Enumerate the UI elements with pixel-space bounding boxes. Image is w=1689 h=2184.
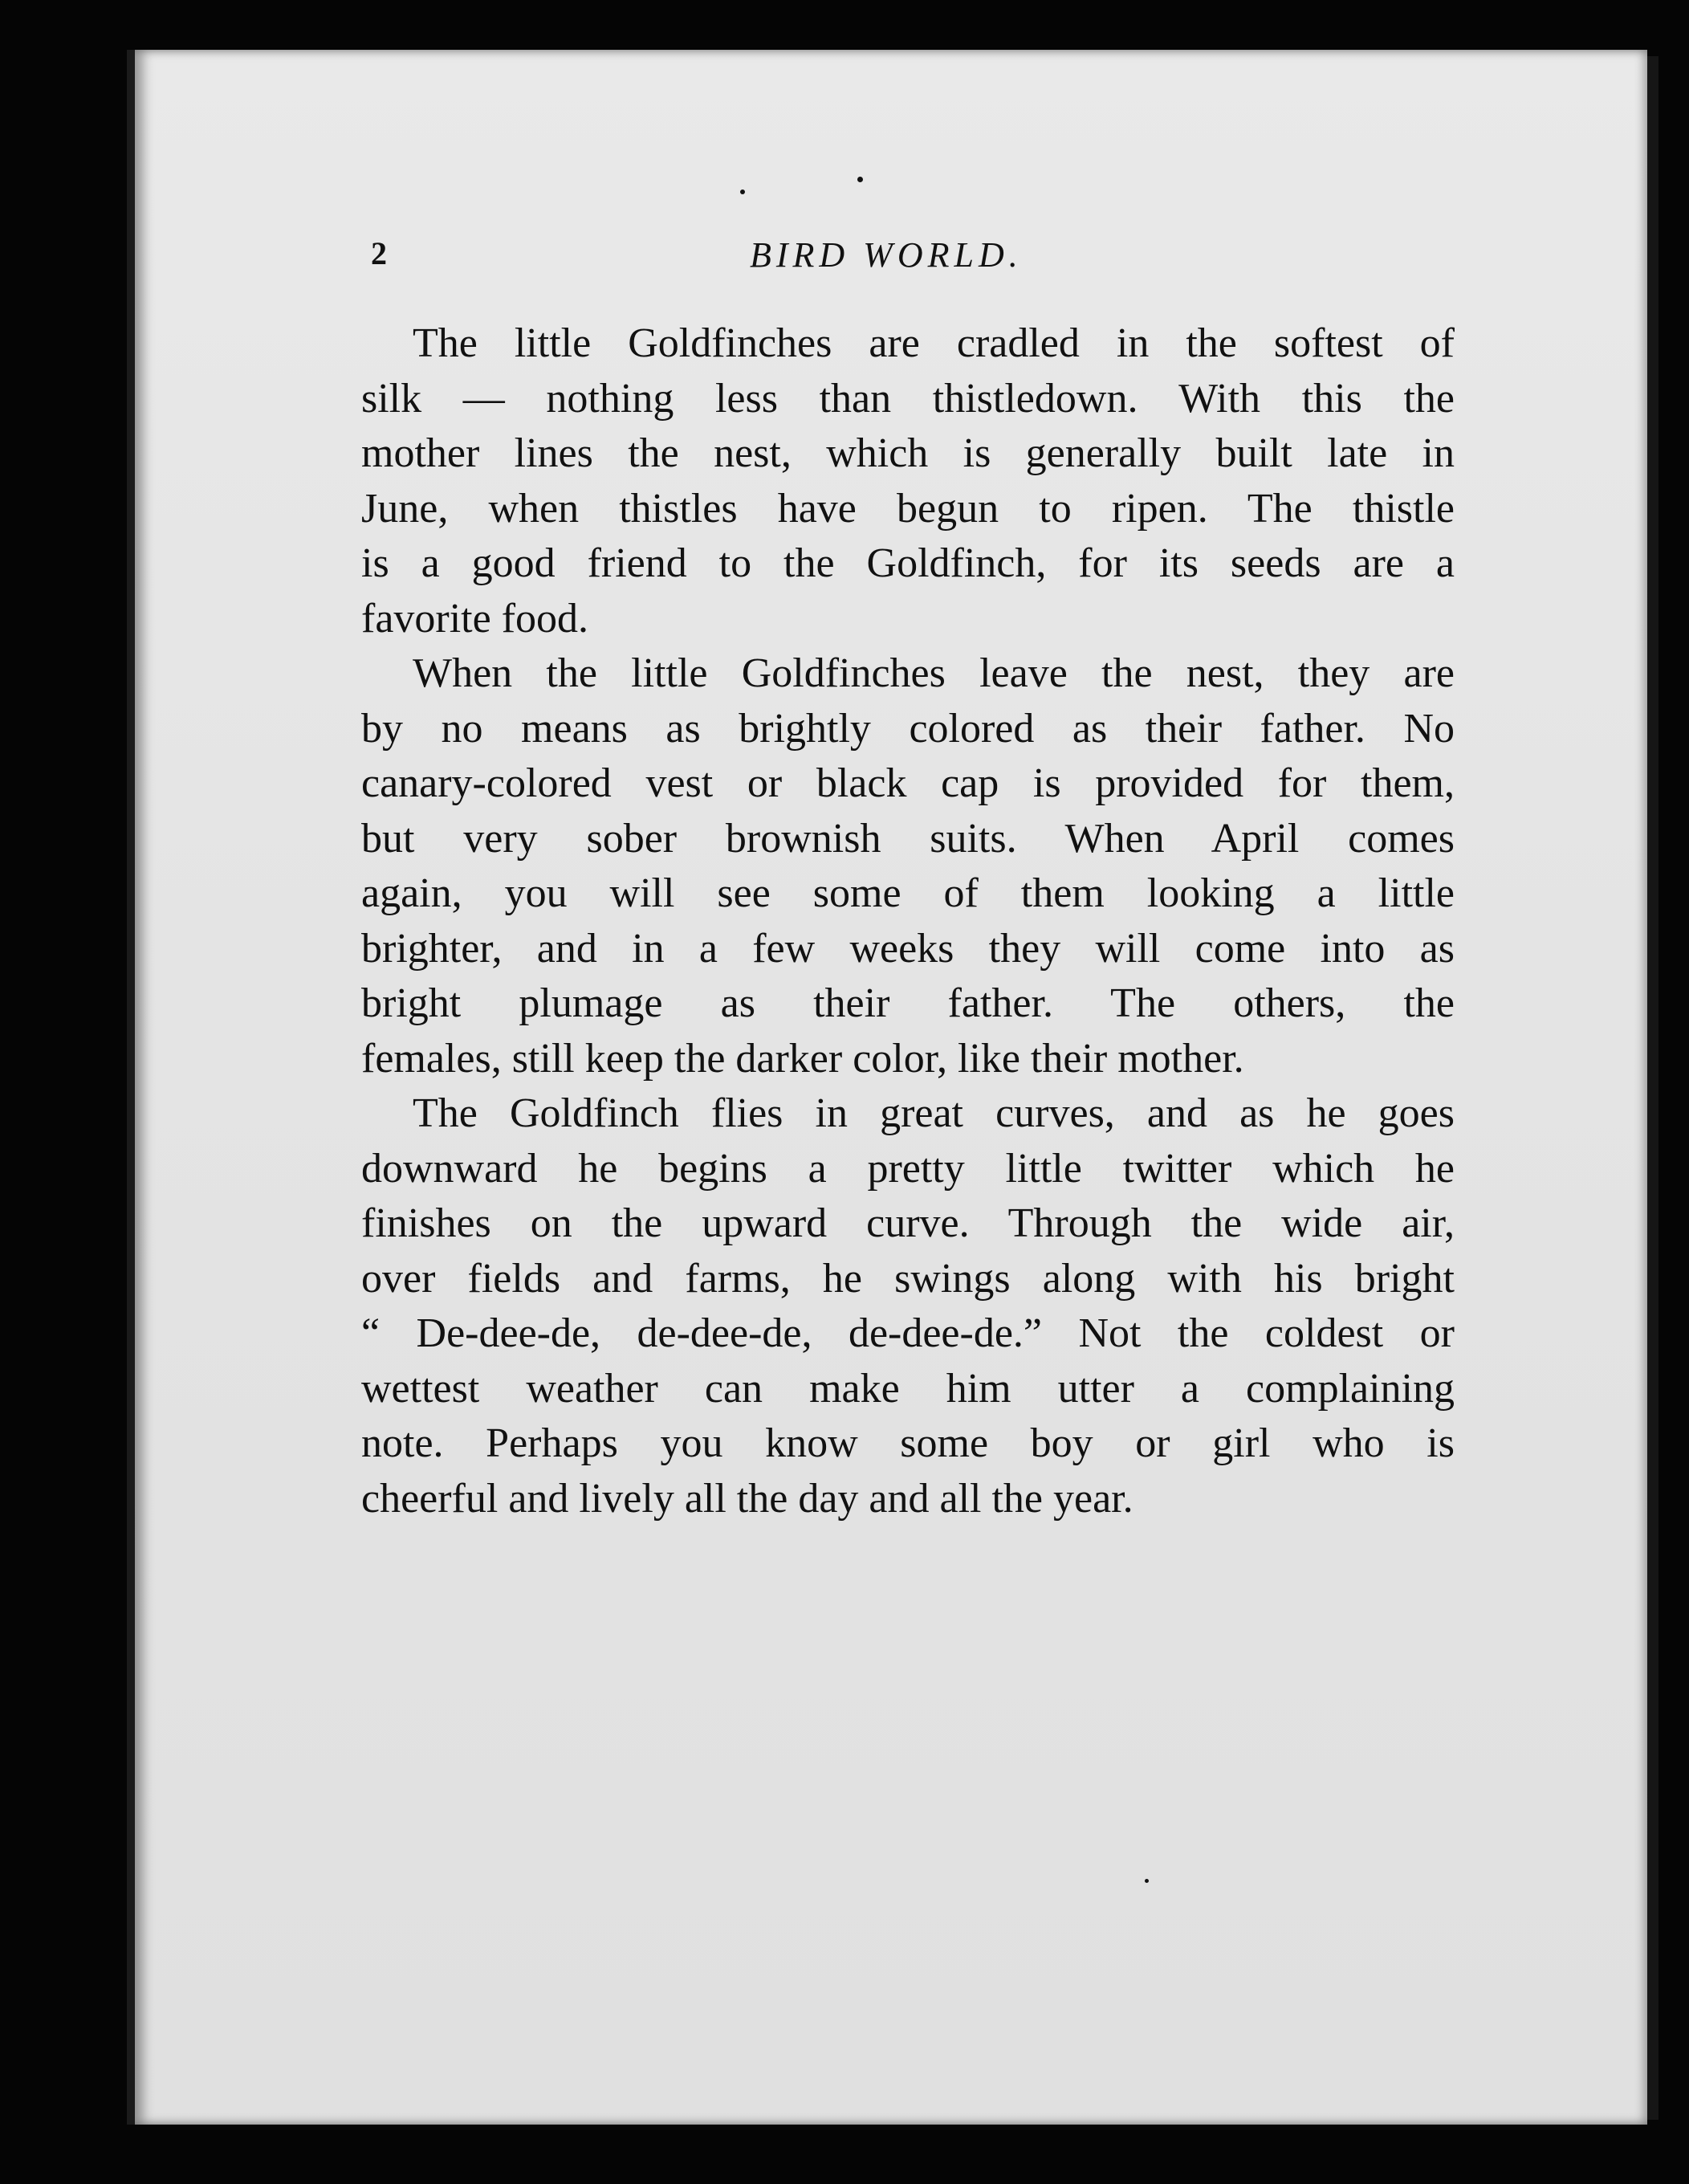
- text-line: June, when thistles have begun to ripen. The thistle: [361, 485, 1455, 532]
- text-line: females, still keep the darker color, like their mother.: [361, 1035, 1244, 1082]
- page-number: 2: [371, 235, 387, 271]
- text-line: is a good friend to the Goldfinch, for its seeds are a: [361, 540, 1455, 586]
- ink-speck: [857, 177, 863, 182]
- paragraph: [361, 316, 1455, 646]
- text-line: downward he begins a pretty little twitter which he: [361, 1145, 1455, 1192]
- text-line: The Goldfinch flies in great curves, and as he goes: [413, 1090, 1455, 1136]
- paragraph: [361, 646, 1455, 1086]
- text-line: wettest weather can make him utter a complaining: [361, 1365, 1455, 1412]
- text-line: “ De-dee-de, de-dee-de, de-dee-de.” Not the coldest or: [361, 1310, 1455, 1356]
- page-right-edge: [1647, 56, 1658, 2120]
- text-line: canary-colored vest or black cap is provided for them,: [361, 760, 1455, 806]
- text-line: favorite food.: [361, 595, 589, 642]
- text-line: over fields and farms, he swings along with his bright: [361, 1255, 1455, 1302]
- text-line: cheerful and lively all the day and all the year.: [361, 1475, 1133, 1522]
- text-line: brighter, and in a few weeks they will come into as: [361, 925, 1455, 972]
- text-line: by no means as brightly colored as their father. No: [361, 705, 1455, 752]
- text-line: again, you will see some of them looking a little: [361, 870, 1455, 916]
- running-title: BIRD WORLD.: [750, 235, 1023, 275]
- text-line: silk — nothing less than thistledown. With this the: [361, 375, 1455, 422]
- text-line: The little Goldfinches are cradled in the softest of: [413, 320, 1455, 366]
- paragraph: [361, 1086, 1455, 1526]
- text-line: mother lines the nest, which is generally built late in: [361, 430, 1455, 476]
- text-line: but very sober brownish suits. When April comes: [361, 815, 1455, 862]
- body-text: [361, 316, 1455, 1526]
- ink-speck: [740, 189, 745, 194]
- running-head: [371, 234, 1527, 283]
- ink-speck: [1145, 1879, 1149, 1883]
- text-line: finishes on the upward curve. Through the wide air,: [361, 1200, 1455, 1246]
- text-line: When the little Goldfinches leave the nest, they are: [413, 650, 1455, 696]
- text-line: note. Perhaps you know some boy or girl who is: [361, 1420, 1455, 1466]
- text-line: bright plumage as their father. The others, the: [361, 980, 1455, 1026]
